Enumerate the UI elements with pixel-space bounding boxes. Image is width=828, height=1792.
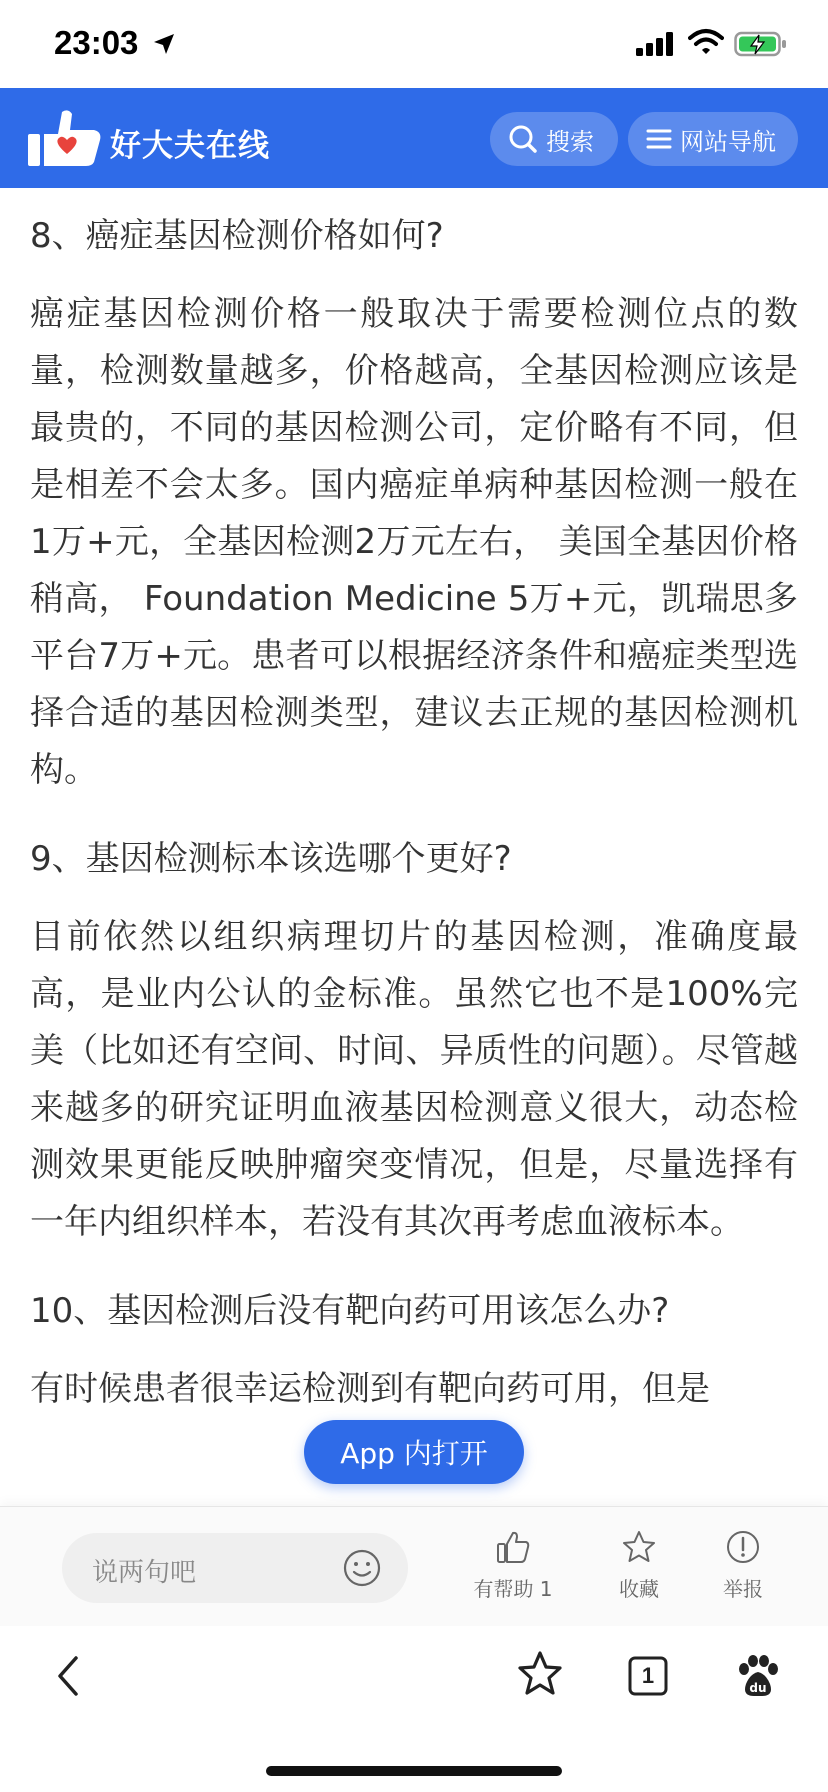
signal-icon <box>636 32 676 56</box>
smile-icon[interactable] <box>342 1548 382 1588</box>
wifi-icon <box>688 28 724 56</box>
site-header <box>0 88 828 188</box>
thumbs-up-heart-logo-icon[interactable] <box>28 106 102 170</box>
question-heading: 10、基因检测后没有靶向药可用该怎么办? <box>30 1291 670 1331</box>
site-nav-label: 网站导航 <box>680 127 776 156</box>
site-logo-text[interactable]: 好大夫在线 <box>110 128 270 164</box>
question-heading: 9、基因检测标本该选哪个更好? <box>30 839 512 879</box>
helpful-label: 有帮助 1 <box>473 1577 553 1601</box>
svg-text:du: du <box>749 1681 767 1695</box>
report-button[interactable] <box>688 1529 798 1602</box>
bookmark-star-icon[interactable] <box>516 1648 564 1700</box>
favorite-label: 收藏 <box>619 1577 659 1601</box>
star-icon <box>621 1529 657 1565</box>
home-indicator <box>266 1766 562 1776</box>
baidu-paw-icon[interactable] <box>734 1652 782 1700</box>
favorite-button[interactable] <box>584 1529 694 1602</box>
bottom-action-bar <box>0 1506 828 1626</box>
status-time: 23:03 <box>54 24 139 61</box>
search-button[interactable] <box>490 112 618 166</box>
report-label: 举报 <box>723 1577 763 1601</box>
search-icon <box>508 124 538 154</box>
thumbs-up-icon <box>495 1529 531 1565</box>
search-label: 搜索 <box>546 127 594 156</box>
tabs-count: 1 <box>641 1663 655 1688</box>
site-nav-button[interactable] <box>628 112 798 166</box>
comment-placeholder: 说两句吧 <box>92 1558 197 1588</box>
menu-icon <box>646 127 672 151</box>
status-bar <box>0 0 828 88</box>
battery-charging-icon <box>734 30 788 58</box>
article-content <box>30 188 798 1508</box>
open-in-app-button[interactable]: App 内打开 <box>304 1420 524 1484</box>
tabs-button[interactable] <box>628 1656 668 1696</box>
alert-circle-icon <box>725 1529 761 1565</box>
browser-toolbar <box>0 1626 828 1792</box>
back-icon[interactable] <box>48 1648 88 1704</box>
location-arrow-icon <box>152 32 176 56</box>
helpful-button[interactable] <box>458 1529 568 1602</box>
answer-paragraph: 有时候患者很幸运检测到有靶向药可用，但是 <box>30 1369 710 1409</box>
question-heading: 8、癌症基因检测价格如何? <box>30 216 444 256</box>
comment-input[interactable] <box>62 1533 408 1603</box>
answer-paragraph: 癌症基因检测价格一般取决于需要检测位点的数量，检测数量越多，价格越高，全基因检测应该是最贵的，不同的基因检测公司，定价略有不同，但是相差不会太多。国内癌症单病种基因检测一般在1万+元，全基因检测2万元左右， 美国全基因价格稍高， Foundation Medicine 5万+元，凯瑞思多平台7万+元。患者可以根据经济条件和癌症类型选择合适的基因检测类型，建议去正规的基因检测机构。 <box>30 294 798 790</box>
answer-paragraph: 目前依然以组织病理切片的基因检测，准确度最高，是业内公认的金标准。虽然它也不是100%完美（比如还有空间、时间、异质性的问题）。尽管越来越多的研究证明血液基因检测意义很大，动态检测效果更能反映肿瘤突变情况，但是，尽量选择有一年内组织样本，若没有其次再考虑血液标本。 <box>30 917 798 1242</box>
